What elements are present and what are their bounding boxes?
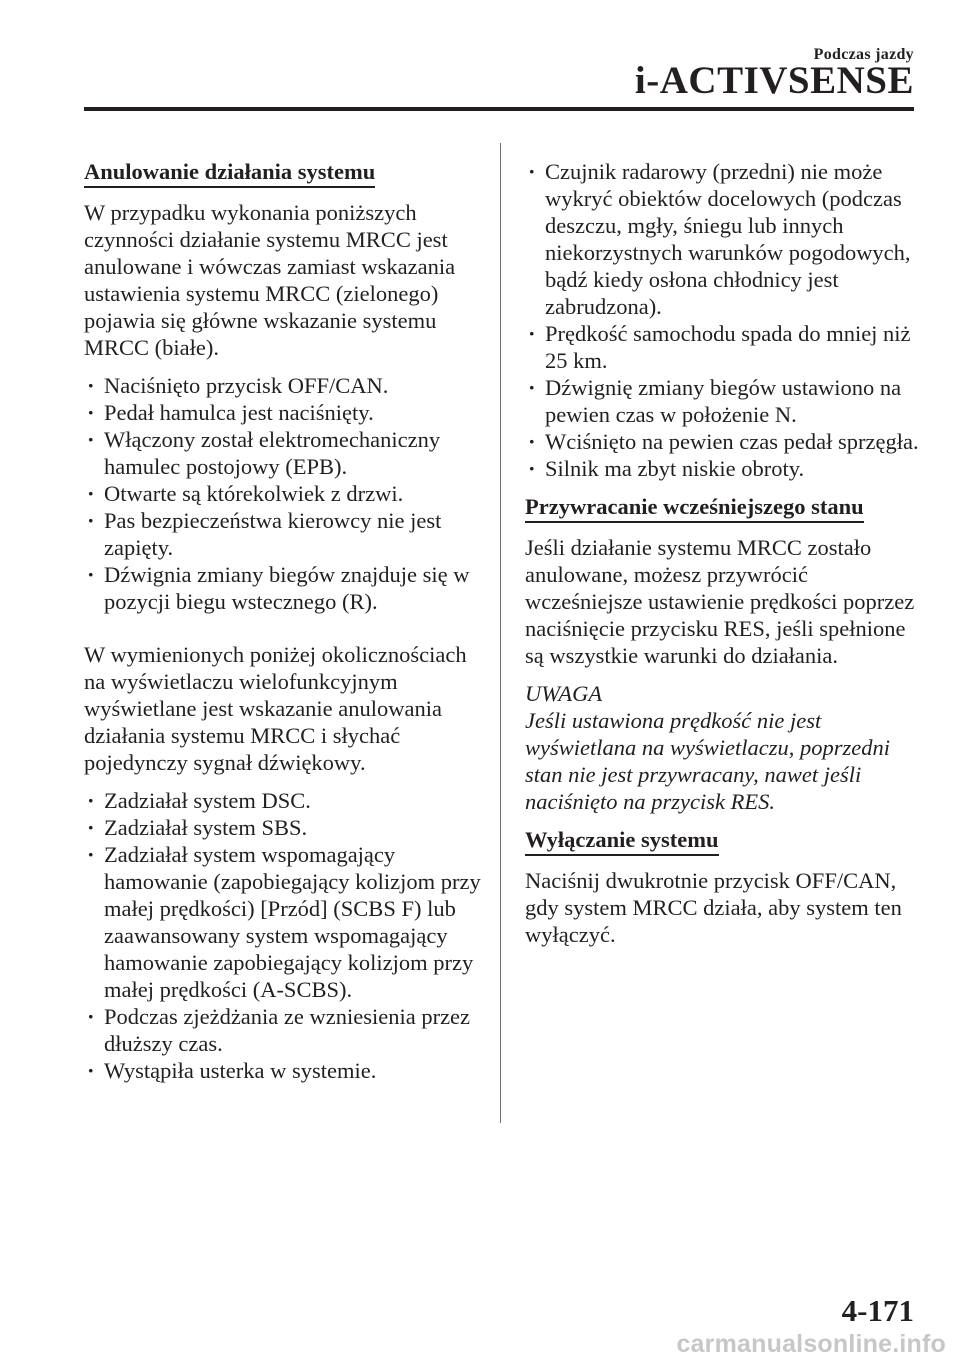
list-item: · Zadziałał system SBS. [84,814,484,841]
watermark: carmanualsonline.info [676,1330,946,1358]
note-text: Jeśli ustawiona prędkość nie jest wyświetlana na wyświetlaczu, poprzedni stan nie jest przywracany, nawet jeśli naciśnięto na przycisk RES. [525,708,890,814]
intro-paragraph: W przypadku wykonania poniższych czynności działanie systemu MRCC jest anulowane i wówczas zamiast wskazania ustawienia systemu MRCC (zielonego) pojawia się główne wskazanie systemu MRCC (białe). [84,200,456,360]
list-item: · Pas bezpieczeństwa kierowcy nie jest zapięty. [84,507,484,561]
list-item: · Naciśnięto przycisk OFF/CAN. [84,372,484,399]
list-item: · Wciśnięto na pewien czas pedał sprzęgła. [525,428,920,455]
section-label: Podczas jazdy [813,46,914,63]
list-item: · Prędkość samochodu spada do mniej niż 25 km. [525,320,920,374]
heading-restore: Przywracanie wcześniejszego stanu [525,493,864,523]
list-item: · Otwarte są którekolwiek z drzwi. [84,480,484,507]
note-label: UWAGA [525,681,603,706]
heading-off: Wyłączanie systemu [525,826,719,856]
list-item: · Podczas zjeżdżania ze wzniesienia przez dłuższy czas. [84,1003,484,1057]
beep-conditions-list [84,787,484,1084]
list-item: · Czujnik radarowy (przedni) nie może wykryć obiektów docelowych (podczas deszczu, mgły, śniegu lub innych niekorzystnych warunków pogodowych, bądź kiedy osłona chłodnicy jest zabrudzona). [525,158,920,320]
list-item: · Pedał hamulca jest naciśnięty. [84,399,484,426]
list-item: · Silnik ma zbyt niskie obroty. [525,455,920,482]
list-item: · Zadziałał system DSC. [84,787,484,814]
list-item: · Dźwignię zmiany biegów ustawiono na pewien czas w położenie N. [525,374,920,428]
beep-conditions-list-continued [525,158,920,482]
list-item: · Wystąpiła usterka w systemie. [84,1057,484,1084]
list-item: · Włączony został elektromechaniczny hamulec postojowy (EPB). [84,426,484,480]
header-rule [84,107,914,111]
heading-cancel: Anulowanie działania systemu [84,158,375,188]
restore-paragraph: Jeśli działanie systemu MRCC zostało anulowane, możesz przywrócić wcześniejsze ustawienie prędkości poprzez naciśnięcie przycisku RES, jeśli spełnione są wszystkie warunki do działania. [525,535,915,668]
column-divider [500,143,501,1123]
cancel-conditions-list [84,372,484,615]
chapter-title: i-ACTIVSENSE [634,59,914,102]
list-item: · Dźwignia zmiany biegów znajduje się w pozycji biegu wstecznego (R). [84,561,484,615]
left-column [84,158,484,1095]
right-column [525,158,920,959]
list-item: · Zadziałał system wspomagający hamowanie (zapobiegający kolizjom przy małej prędkości) [Przód] (SCBS F) lub zaawansowany system wspomagający hamowanie zapobiegający kolizjom przy małej prędkości (A-SCBS). [84,841,484,1003]
off-paragraph: Naciśnij dwukrotnie przycisk OFF/CAN, gdy system MRCC działa, aby system ten wyłączyć. [525,868,902,947]
page-number: 4-171 [841,1293,914,1328]
cancel-indication-paragraph: W wymienionych poniżej okolicznościach na wyświetlaczu wielofunkcyjnym wyświetlane jest wskazanie anulowania działania systemu MRCC i słychać pojedynczy sygnał dźwiękowy. [84,642,467,775]
